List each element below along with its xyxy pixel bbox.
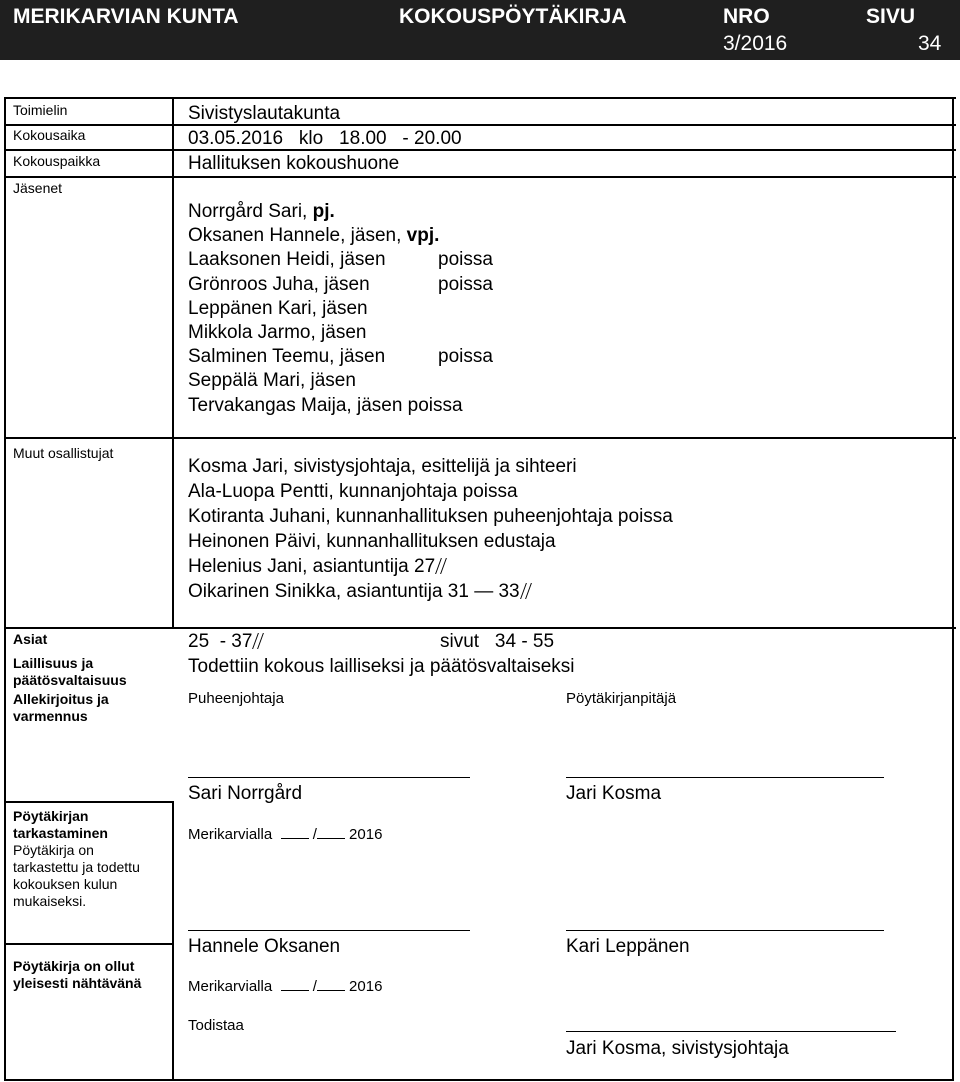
date-slash: / bbox=[312, 826, 317, 843]
tarkastus-desc-line: mukaiseksi. bbox=[13, 893, 87, 909]
kokousaika-value: 03.05.2016 klo 18.00 - 20.00 bbox=[188, 128, 462, 149]
row-divider bbox=[4, 943, 174, 945]
display-place: Merikarvialla bbox=[188, 978, 273, 995]
member-row bbox=[188, 394, 463, 418]
row-divider bbox=[4, 176, 956, 178]
municipality-name: MERIKARVIAN KUNTA bbox=[13, 5, 239, 28]
member-status: poissa bbox=[438, 273, 493, 295]
others-line: Kosma Jari, sivistysjohtaja, esittelijä ja sihteeri bbox=[188, 456, 577, 477]
kokouspaikka-value: Hallituksen kokoushuone bbox=[188, 153, 400, 174]
others-label: Muut osallistujat bbox=[13, 445, 114, 461]
laillisuus-label bbox=[13, 655, 127, 689]
asiat-label: Asiat bbox=[13, 631, 48, 647]
toimielin-value: Sivistyslautakunta bbox=[188, 103, 341, 124]
others-line: Ala-Luopa Pentti, kunnanjohtaja poissa bbox=[188, 481, 518, 502]
member-role: pj. bbox=[312, 201, 335, 222]
todistaa-label: Todistaa bbox=[188, 1017, 244, 1034]
asiat-range bbox=[188, 630, 262, 654]
nahtavana-label-line: Pöytäkirja on ollut bbox=[13, 958, 135, 974]
check-place: Merikarvialla bbox=[188, 826, 273, 843]
row-divider bbox=[4, 124, 956, 126]
member-row bbox=[188, 248, 386, 272]
jasenet-label: Jäsenet bbox=[13, 180, 63, 196]
sivu-value: 34 bbox=[918, 32, 942, 55]
column-divider bbox=[172, 97, 174, 627]
nro-label: NRO bbox=[723, 5, 770, 28]
section-sign-icon bbox=[435, 558, 445, 574]
tarkastus-desc-line: kokouksen kulun bbox=[13, 876, 118, 892]
others-line: Kotiranta Juhani, kunnanhallituksen puheenjohtaja poissa bbox=[188, 506, 673, 527]
member-name: Laaksonen Heidi, jäsen bbox=[188, 249, 386, 271]
tarkastus-label-line: Pöytäkirjan bbox=[13, 808, 89, 824]
asiat-pages: sivut 34 - 55 bbox=[440, 631, 555, 652]
others-line-text: Oikarinen Sinikka, asiantuntija 31 — 33 bbox=[188, 581, 520, 602]
nahtavana-label-line: yleisesti nähtävänä bbox=[13, 975, 142, 991]
laillisuus-label-line: päätösvaltaisuus bbox=[13, 672, 127, 688]
certifier-name: Jari Kosma, sivistysjohtaja bbox=[566, 1038, 789, 1059]
section-sign-icon bbox=[252, 633, 262, 649]
member-name: Seppälä Mari, jäsen bbox=[188, 370, 356, 392]
allekirjoitus-label bbox=[13, 691, 109, 725]
member-name: Salminen Teemu, jäsen bbox=[188, 346, 386, 368]
section-sign-icon bbox=[520, 583, 530, 599]
tarkastus-label-line: tarkastaminen bbox=[13, 825, 108, 841]
day-blank bbox=[281, 976, 309, 991]
toimielin-label: Toimielin bbox=[13, 102, 68, 118]
month-blank bbox=[317, 824, 345, 839]
certifier-signature-line bbox=[566, 1031, 896, 1032]
member-row bbox=[188, 369, 356, 393]
chair-name: Sari Norrgård bbox=[188, 783, 303, 804]
laillisuus-label-line: Laillisuus ja bbox=[13, 655, 94, 671]
document-header bbox=[0, 0, 960, 60]
column-divider bbox=[172, 801, 174, 1081]
allekirjoitus-label-line: Allekirjoitus ja bbox=[13, 691, 109, 707]
check-year: 2016 bbox=[349, 826, 383, 843]
checker-2-name: Kari Leppänen bbox=[566, 936, 690, 957]
tarkastus-label bbox=[13, 808, 140, 910]
member-name: Norrgård Sari, bbox=[188, 201, 313, 222]
member-name: Tervakangas Maija, jäsen poissa bbox=[188, 394, 463, 416]
checker-1-name: Hannele Oksanen bbox=[188, 936, 341, 957]
tarkastus-desc-line: tarkastettu ja todettu bbox=[13, 859, 140, 875]
display-year: 2016 bbox=[349, 978, 383, 995]
tarkastus-desc-line: Pöytäkirja on bbox=[13, 842, 94, 858]
member-row bbox=[188, 200, 335, 224]
asiat-range-text: 25 - 37 bbox=[188, 631, 253, 652]
document-type: KOKOUSPÖYTÄKIRJA bbox=[399, 5, 627, 28]
secretary-title: Pöytäkirjanpitäjä bbox=[566, 690, 677, 707]
chair-title: Puheenjohtaja bbox=[188, 690, 284, 707]
check-date bbox=[188, 824, 382, 844]
chair-signature-line bbox=[188, 777, 470, 778]
sivu-label: SIVU bbox=[866, 5, 916, 28]
row-divider bbox=[4, 801, 174, 803]
secretary-name: Jari Kosma bbox=[566, 783, 662, 804]
row-divider bbox=[4, 149, 956, 151]
row-divider bbox=[4, 437, 956, 439]
checker-1-signature-line bbox=[188, 930, 470, 931]
member-name: Grönroos Juha, jäsen bbox=[188, 273, 370, 295]
nahtavana-label bbox=[13, 958, 141, 992]
nro-value: 3/2016 bbox=[723, 32, 788, 55]
member-row bbox=[188, 297, 368, 321]
member-status: poissa bbox=[438, 346, 493, 368]
member-row bbox=[188, 224, 439, 248]
member-row bbox=[188, 345, 385, 369]
member-row bbox=[188, 273, 370, 297]
date-slash: / bbox=[312, 978, 317, 995]
others-line: Heinonen Päivi, kunnanhallituksen edustaja bbox=[188, 531, 556, 552]
row-divider bbox=[4, 627, 956, 629]
member-status: poissa bbox=[438, 249, 493, 271]
day-blank bbox=[281, 824, 309, 839]
member-role: vpj. bbox=[406, 225, 440, 247]
checker-2-signature-line bbox=[566, 930, 884, 931]
month-blank bbox=[317, 976, 345, 991]
member-row bbox=[188, 321, 366, 345]
row-divider bbox=[4, 97, 956, 99]
member-name: Leppänen Kari, jäsen bbox=[188, 297, 368, 319]
others-line-text: Helenius Jani, asiantuntija 27 bbox=[188, 556, 436, 577]
secretary-signature-line bbox=[566, 777, 884, 778]
others-line-oikarinen bbox=[188, 580, 530, 604]
kokouspaikka-label: Kokouspaikka bbox=[13, 153, 101, 169]
kokousaika-label: Kokousaika bbox=[13, 127, 86, 143]
laillisuus-value: Todettiin kokous lailliseksi ja päätösvaltaiseksi bbox=[188, 656, 575, 677]
member-name: Oksanen Hannele, jäsen, bbox=[188, 225, 407, 247]
others-line-helenius bbox=[188, 555, 445, 579]
display-date bbox=[188, 976, 382, 996]
member-name: Mikkola Jarmo, jäsen bbox=[188, 322, 367, 343]
allekirjoitus-label-line: varmennus bbox=[13, 708, 88, 724]
